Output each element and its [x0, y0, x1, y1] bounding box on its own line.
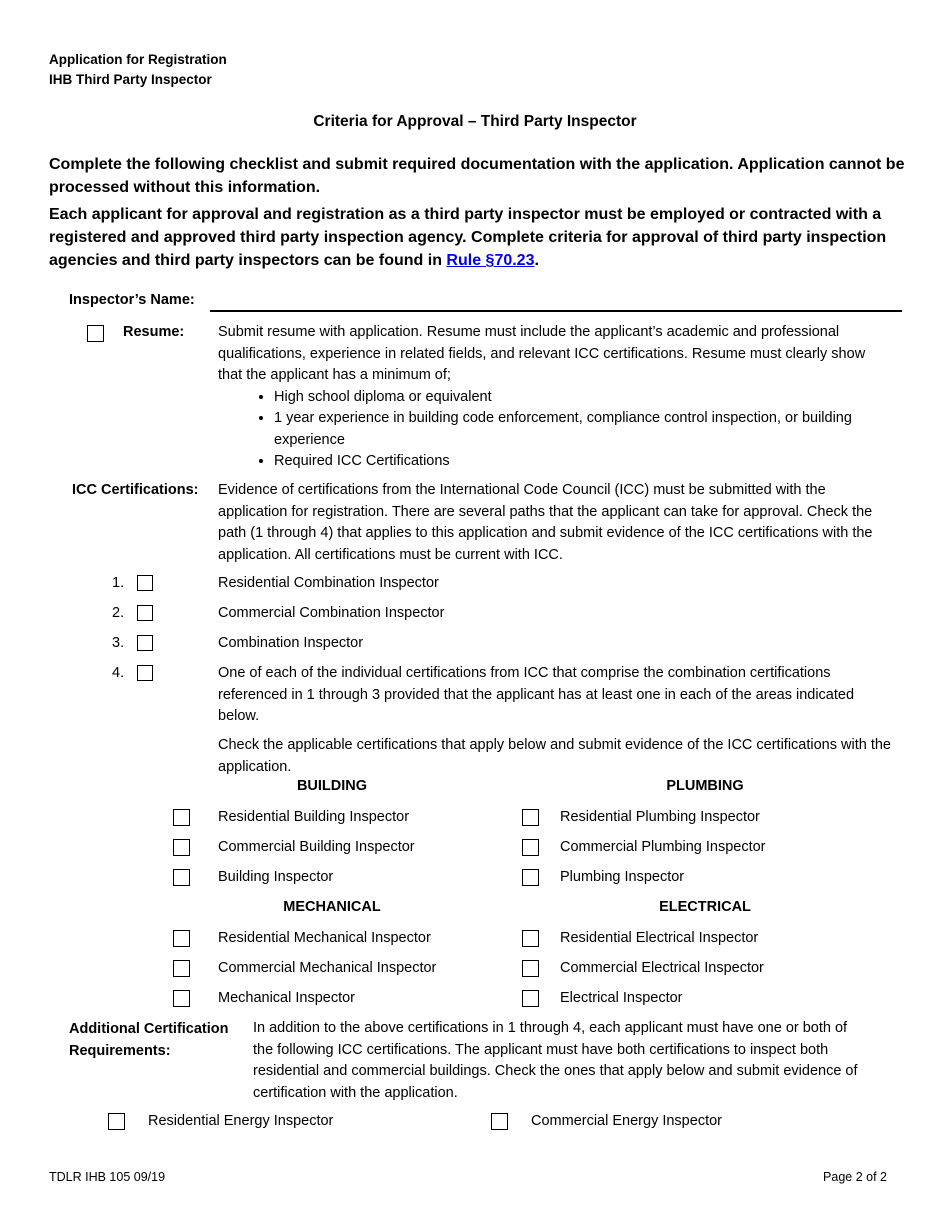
list-item: • Required ICC Certifications [274, 451, 888, 473]
form-header [49, 50, 227, 90]
page-number: Page 2 of 2 [823, 1170, 887, 1184]
residential-energy-label: Residential Energy Inspector [148, 1113, 334, 1129]
building-inspector-checkbox[interactable] [173, 869, 190, 886]
resume-requirements-list [218, 387, 888, 473]
path-3-label: Combination Inspector [218, 635, 364, 651]
inspector-name-label: Inspector’s Name: [69, 292, 195, 308]
inspector-name-underline [210, 310, 902, 312]
residential-building-label: Residential Building Inspector [218, 809, 410, 825]
residential-plumbing-label: Residential Plumbing Inspector [560, 809, 760, 825]
commercial-plumbing-label: Commercial Plumbing Inspector [560, 839, 766, 855]
page-title: Criteria for Approval – Third Party Inspector [313, 113, 637, 130]
icc-certifications-label: ICC Certifications: [72, 482, 199, 498]
electrical-inspector-label: Electrical Inspector [560, 990, 683, 1006]
intro-paragraph-2 [49, 203, 909, 272]
plumbing-inspector-checkbox[interactable] [522, 869, 539, 886]
additional-requirements-text: In addition to the above certifications in 1 through 4, each applicant must have one or both of the following ICC certifications. The applicant must have both certifications to inspect both residential and commercial buildings. Check the ones that apply below and submit evidence of certification with the application. [253, 1020, 858, 1101]
commercial-building-label: Commercial Building Inspector [218, 839, 415, 855]
additional-requirements-label [69, 1019, 229, 1062]
electrical-inspector-checkbox[interactable] [522, 990, 539, 1007]
residential-energy-checkbox[interactable] [108, 1113, 125, 1130]
building-heading: BUILDING [296, 778, 368, 794]
list-item: • High school diploma or equivalent [274, 387, 888, 409]
path-1-label: Residential Combination Inspector [218, 575, 439, 591]
intro-paragraph-1: Complete the following checklist and submit required documentation with the application. Application cannot be processed without this information. [49, 156, 905, 196]
commercial-mechanical-label: Commercial Mechanical Inspector [218, 960, 437, 976]
residential-electrical-checkbox[interactable] [522, 930, 539, 947]
check-applicable-text: Check the applicable certifications that apply below and submit evidence of the ICC certifications with the application. [218, 737, 891, 775]
rule-link[interactable]: Rule §70.23 [446, 252, 535, 269]
residential-plumbing-checkbox[interactable] [522, 809, 539, 826]
commercial-electrical-checkbox[interactable] [522, 960, 539, 977]
plumbing-inspector-label: Plumbing Inspector [560, 869, 685, 885]
building-inspector-label: Building Inspector [218, 869, 334, 885]
intro-paragraph-2-end: . [534, 252, 539, 269]
commercial-energy-label: Commercial Energy Inspector [531, 1113, 722, 1129]
icc-certifications-text: Evidence of certifications from the International Code Council (ICC) must be submitted with the application for registration. There are several paths that the applicant can take for approval. Check the path (1 through 4) that applies to this application and submit evidence of the ICC certifications with the application. All certifications must be current with ICC. [218, 482, 873, 563]
commercial-energy-checkbox[interactable] [491, 1113, 508, 1130]
path-4-number: 4. [112, 665, 125, 681]
path-2-checkbox[interactable] [137, 605, 153, 621]
path-1-checkbox[interactable] [137, 575, 153, 591]
path-4-checkbox[interactable] [137, 665, 153, 681]
list-item: • 1 year experience in building code enforcement, compliance control inspection, or building experience [274, 408, 888, 451]
path-3-number: 3. [112, 635, 125, 651]
path-2-label: Commercial Combination Inspector [218, 605, 445, 621]
residential-mechanical-label: Residential Mechanical Inspector [218, 930, 431, 946]
form-header-line1: Application for Registration [49, 52, 227, 67]
path-1-number: 1. [112, 575, 125, 591]
path-4-label: One of each of the individual certifications from ICC that comprise the combination certifications referenced in 1 through 3 provided that the applicant has at least one in each of the areas indicated below. [218, 665, 855, 724]
plumbing-heading: PLUMBING [666, 778, 744, 794]
path-3-checkbox[interactable] [137, 635, 153, 651]
commercial-mechanical-checkbox[interactable] [173, 960, 190, 977]
commercial-plumbing-checkbox[interactable] [522, 839, 539, 856]
commercial-electrical-label: Commercial Electrical Inspector [560, 960, 764, 976]
path-2-number: 2. [112, 605, 125, 621]
mechanical-inspector-checkbox[interactable] [173, 990, 190, 1007]
commercial-building-checkbox[interactable] [173, 839, 190, 856]
additional-requirements-label-line1: Additional Certification [69, 1021, 229, 1037]
electrical-heading: ELECTRICAL [659, 899, 751, 915]
resume-checkbox[interactable] [87, 325, 104, 342]
mechanical-heading: MECHANICAL [283, 899, 381, 915]
residential-building-checkbox[interactable] [173, 809, 190, 826]
form-number: TDLR IHB 105 09/19 [49, 1170, 166, 1184]
additional-requirements-label-line2: Requirements: [69, 1042, 171, 1059]
residential-mechanical-checkbox[interactable] [173, 930, 190, 947]
intro-paragraph-2-text: Each applicant for approval and registration as a third party inspector must be employed or contracted with a registered and approved third party inspection agency. Complete criteria for approval of third party inspection agencies and third party inspectors can be found in [49, 206, 887, 269]
resume-description [218, 322, 888, 473]
residential-electrical-label: Residential Electrical Inspector [560, 930, 759, 946]
inspector-name-field[interactable] [212, 290, 900, 308]
form-header-line2: IHB Third Party Inspector [49, 72, 212, 87]
mechanical-inspector-label: Mechanical Inspector [218, 990, 356, 1006]
resume-label: Resume: [123, 324, 185, 340]
resume-text: Submit resume with application. Resume must include the applicant’s academic and professional qualifications, experience in related fields, and relevant ICC certifications. Resume must clearly show that the applicant has a minimum of; [218, 324, 866, 383]
